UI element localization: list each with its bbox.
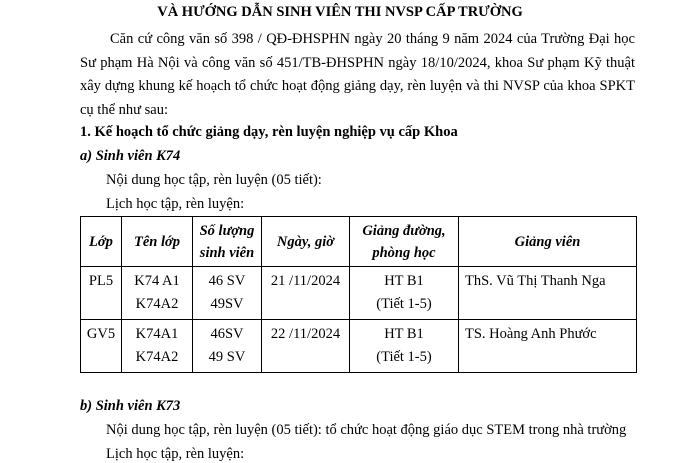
cell-ten-lop-1: K74 A1 [134,273,180,289]
schedule-table [80,216,637,373]
subsection-a-content: Nội dung học tập, rèn luyện (05 tiết): [106,172,322,188]
cell-lop [81,267,122,320]
cell-lop-text: PL5 [88,273,114,289]
document-title: VÀ HƯỚNG DẪN SINH VIÊN THI NVSP CẤP TRƯỜNG [157,4,523,20]
cell-lop [81,320,122,373]
section-1-heading: 1. Kế hoạch tổ chức giảng dạy, rèn luyện nghiệp vụ cấp Khoa [80,124,458,140]
intro-paragraph: Căn cứ công văn số 398 / QĐ-ĐHSPHN ngày 20 tháng 9 năm 2024 của Trường Đại học Sư phạm Hà Nội và công văn số 451/TB-ĐHSPHN ngày 18/10/2024, khoa Sư phạm Kỹ thuật xây dựng khung kế hoạch tổ chức hoạt động giảng dạy, rèn luyện và thi NVSP của khoa SPKT cụ thể như sau: [80,31,635,118]
cell-ten-lop [122,267,193,320]
cell-so-luong [193,320,262,373]
cell-giang-vien-text: ThS. Vũ Thị Thanh Nga [465,273,606,289]
cell-ngay [262,320,350,373]
cell-so-luong-2: 49 SV [208,349,246,365]
cell-ngay-text: 21 /11/2024 [270,273,341,289]
header-giang-vien: Giảng viên [459,217,637,267]
cell-ten-lop-1: K74A1 [135,326,179,342]
subsection-b-heading: b) Sinh viên K73 [80,398,181,414]
cell-phong-2: (Tiết 1-5) [376,349,432,365]
cell-phong-2: (Tiết 1-5) [376,296,432,312]
cell-so-luong [193,267,262,320]
cell-lop-text: GV5 [86,326,116,342]
subsection-a-schedule-label: Lịch học tập, rèn luyện: [106,196,245,212]
cell-so-luong-1: 46 SV [208,273,246,289]
subsection-b-schedule-label: Lịch học tập, rèn luyện: [106,446,245,462]
cell-phong [350,267,459,320]
header-ngay-gio: Ngày, giờ [262,217,350,267]
header-phong-hoc: Giảng đường, phòng học [350,217,459,267]
cell-giang-vien [459,320,637,373]
cell-so-luong-1: 46SV [210,326,244,342]
cell-phong [350,320,459,373]
header-lop: Lớp [81,217,122,267]
cell-giang-vien-text: TS. Hoàng Anh Phước [465,326,597,342]
header-so-luong: Số lượng sinh viên [193,217,262,267]
cell-ten-lop [122,320,193,373]
cell-giang-vien [459,267,637,320]
header-ten-lop: Tên lớp [122,217,193,267]
table-row [81,320,637,373]
cell-so-luong-2: 49SV [210,296,244,312]
subsection-a-heading: a) Sinh viên K74 [80,148,181,164]
table-header-row [81,217,637,267]
cell-phong-1: HT B1 [384,326,424,342]
cell-ngay [262,267,350,320]
cell-ten-lop-2: K74A2 [135,296,179,312]
cell-phong-1: HT B1 [384,273,424,289]
cell-ngay-text: 22 /11/2024 [270,326,341,342]
subsection-b-content: Nội dung học tập, rèn luyện (05 tiết): tổ chức hoạt động giáo dục STEM trong nhà trường [106,422,627,438]
table-row [81,267,637,320]
cell-ten-lop-2: K74A2 [135,349,179,365]
